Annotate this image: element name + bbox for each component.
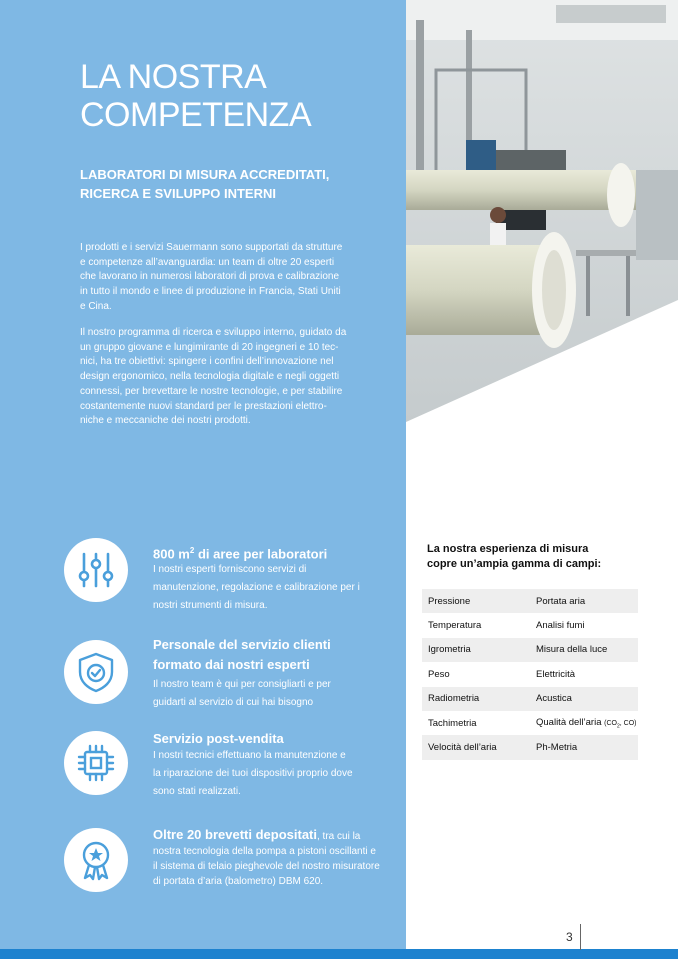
table-cell: Portata aria — [530, 589, 638, 613]
subtitle-line: LABORATORI DI MISURA ACCREDITATI, — [80, 167, 330, 182]
page-title-line: COMPETENZA — [80, 96, 312, 134]
feature-text-line: di portata d’aria (balometro) DBM 620. — [153, 876, 324, 887]
table-cell — [530, 711, 638, 735]
table-cell: Misura della luce — [530, 638, 638, 662]
paragraph-line: costantemente nuovi standard per le prestazioni elettro- — [80, 400, 327, 412]
intro-paragraph — [80, 241, 356, 315]
table-cell: Temperatura — [428, 620, 482, 632]
labs-feature-text — [153, 561, 360, 615]
fields-table-title — [427, 542, 601, 572]
award-ribbon-icon — [64, 828, 128, 892]
paragraph-line: niche e meccaniche dei nostri prodotti. — [80, 415, 251, 427]
table-row — [422, 662, 638, 686]
feature-text-line: nostri strumenti di misura. — [153, 600, 268, 611]
chip-icon — [64, 731, 128, 795]
air-quality-note: ($CO_2$, CO) — [604, 719, 637, 730]
aftersales-feature-text — [153, 747, 353, 801]
paragraph-line: Il nostro programma di ricerca e sviluppo interno, guidato da — [80, 327, 347, 338]
paragraph-line: nici, ha tre obiettivi: spingere i confini dell’innovazione nel — [80, 356, 334, 368]
paragraph-line: e Cina. — [80, 300, 112, 312]
laboratory-photo — [406, 0, 678, 422]
page-number-divider — [580, 924, 581, 950]
paragraph-line: I prodotti e i servizi Sauermann sono supportati da strutture — [80, 242, 343, 253]
table-cell: Igrometria — [422, 638, 530, 662]
paragraph-line: e competenze all’avanguardia: un team di oltre 20 esperti — [80, 256, 335, 268]
paragraph-line: che lavorano in numerosi laboratori di prova e calibrazione — [80, 271, 340, 283]
patents-feature-title: Oltre 20 brevetti depositati — [153, 827, 317, 842]
feature-text-line: I nostri tecnici effettuano la manutenzione e — [153, 750, 346, 761]
feature-text-line: sono stati realizzati. — [153, 786, 241, 797]
paragraph-line: design ergonomico, nella tecnologia digitale e negli oggetti — [80, 371, 340, 383]
table-row — [422, 687, 638, 711]
customer-feature-text — [153, 676, 331, 712]
bottom-accent-bar — [0, 949, 678, 959]
table-row — [422, 638, 638, 662]
aftersales-feature-title — [153, 729, 284, 749]
table-row — [422, 711, 638, 735]
table-cell: Peso — [428, 668, 450, 680]
table-row — [422, 613, 638, 637]
sliders-icon — [64, 538, 128, 602]
feature-text-line: nostra tecnologia della pompa a pistoni oscillanti e — [153, 846, 376, 857]
patents-first-line — [153, 827, 399, 844]
feature-text-line: la riparazione dei tuoi dispositivi proprio dove — [153, 768, 353, 779]
feature-title-line: Servizio post-vendita — [153, 731, 284, 746]
page-title-line: LA NOSTRA — [80, 58, 267, 96]
feature-text-line: il sistema di telaio pieghevole del nostro misuratore — [153, 861, 380, 872]
feature-title-line: Personale del servizio clienti — [153, 637, 331, 652]
customer-feature-title — [153, 635, 331, 675]
table-cell: Pressione — [422, 589, 530, 613]
table-cell: Analisi fumi — [536, 620, 585, 632]
feature-text-line: manutenzione, regolazione e calibrazione per i — [153, 582, 360, 593]
table-row — [422, 589, 638, 613]
paragraph-line: in tutto il mondo e linee di produzione in Francia, Stati Uniti — [80, 286, 341, 298]
table-cell: Acustica — [530, 687, 638, 711]
labs-title-line: 800 $m^2$ di aree per laboratori — [153, 546, 328, 562]
table-cell: Velocità dell’aria — [422, 735, 530, 759]
table-title-line: copre un’ampia gamma di campi: — [427, 558, 602, 570]
paragraph-line: un gruppo giovane e lungimirante di 20 ingegneri e 10 tec- — [80, 341, 339, 353]
feature-text-line: I nostri esperti forniscono servizi di — [153, 564, 307, 575]
feature-text-line: Il nostro team è qui per consigliarti e per — [153, 679, 331, 690]
feature-title-line: formato dai nostri esperti — [153, 657, 310, 672]
page-title — [80, 58, 311, 134]
feature-text-line: , tra cui la — [317, 831, 361, 842]
air-quality-label: Qualità dell’aria — [536, 716, 602, 728]
table-title-line: La nostra esperienza di misura — [427, 543, 589, 555]
paragraph-line: connessi, per brevettare le nostre tecnologie, e per stabilire — [80, 385, 343, 397]
table-cell: Radiometria — [422, 687, 530, 711]
research-paragraph — [80, 326, 356, 429]
subtitle-line: RICERCA E SVILUPPO INTERNI — [80, 186, 276, 201]
table-cell: Elettricità — [536, 668, 576, 680]
table-row — [422, 735, 638, 759]
table-cell: Ph-Metria — [530, 735, 638, 759]
shield-check-icon — [64, 640, 128, 704]
page-number: 3 — [566, 930, 573, 944]
patents-feature-text — [153, 827, 399, 889]
feature-text-line: guidarti al servizio di cui hai bisogno — [153, 697, 314, 708]
table-cell: Tachimetria — [428, 717, 477, 729]
measurement-fields-table — [422, 589, 638, 760]
section-subtitle — [80, 165, 329, 203]
